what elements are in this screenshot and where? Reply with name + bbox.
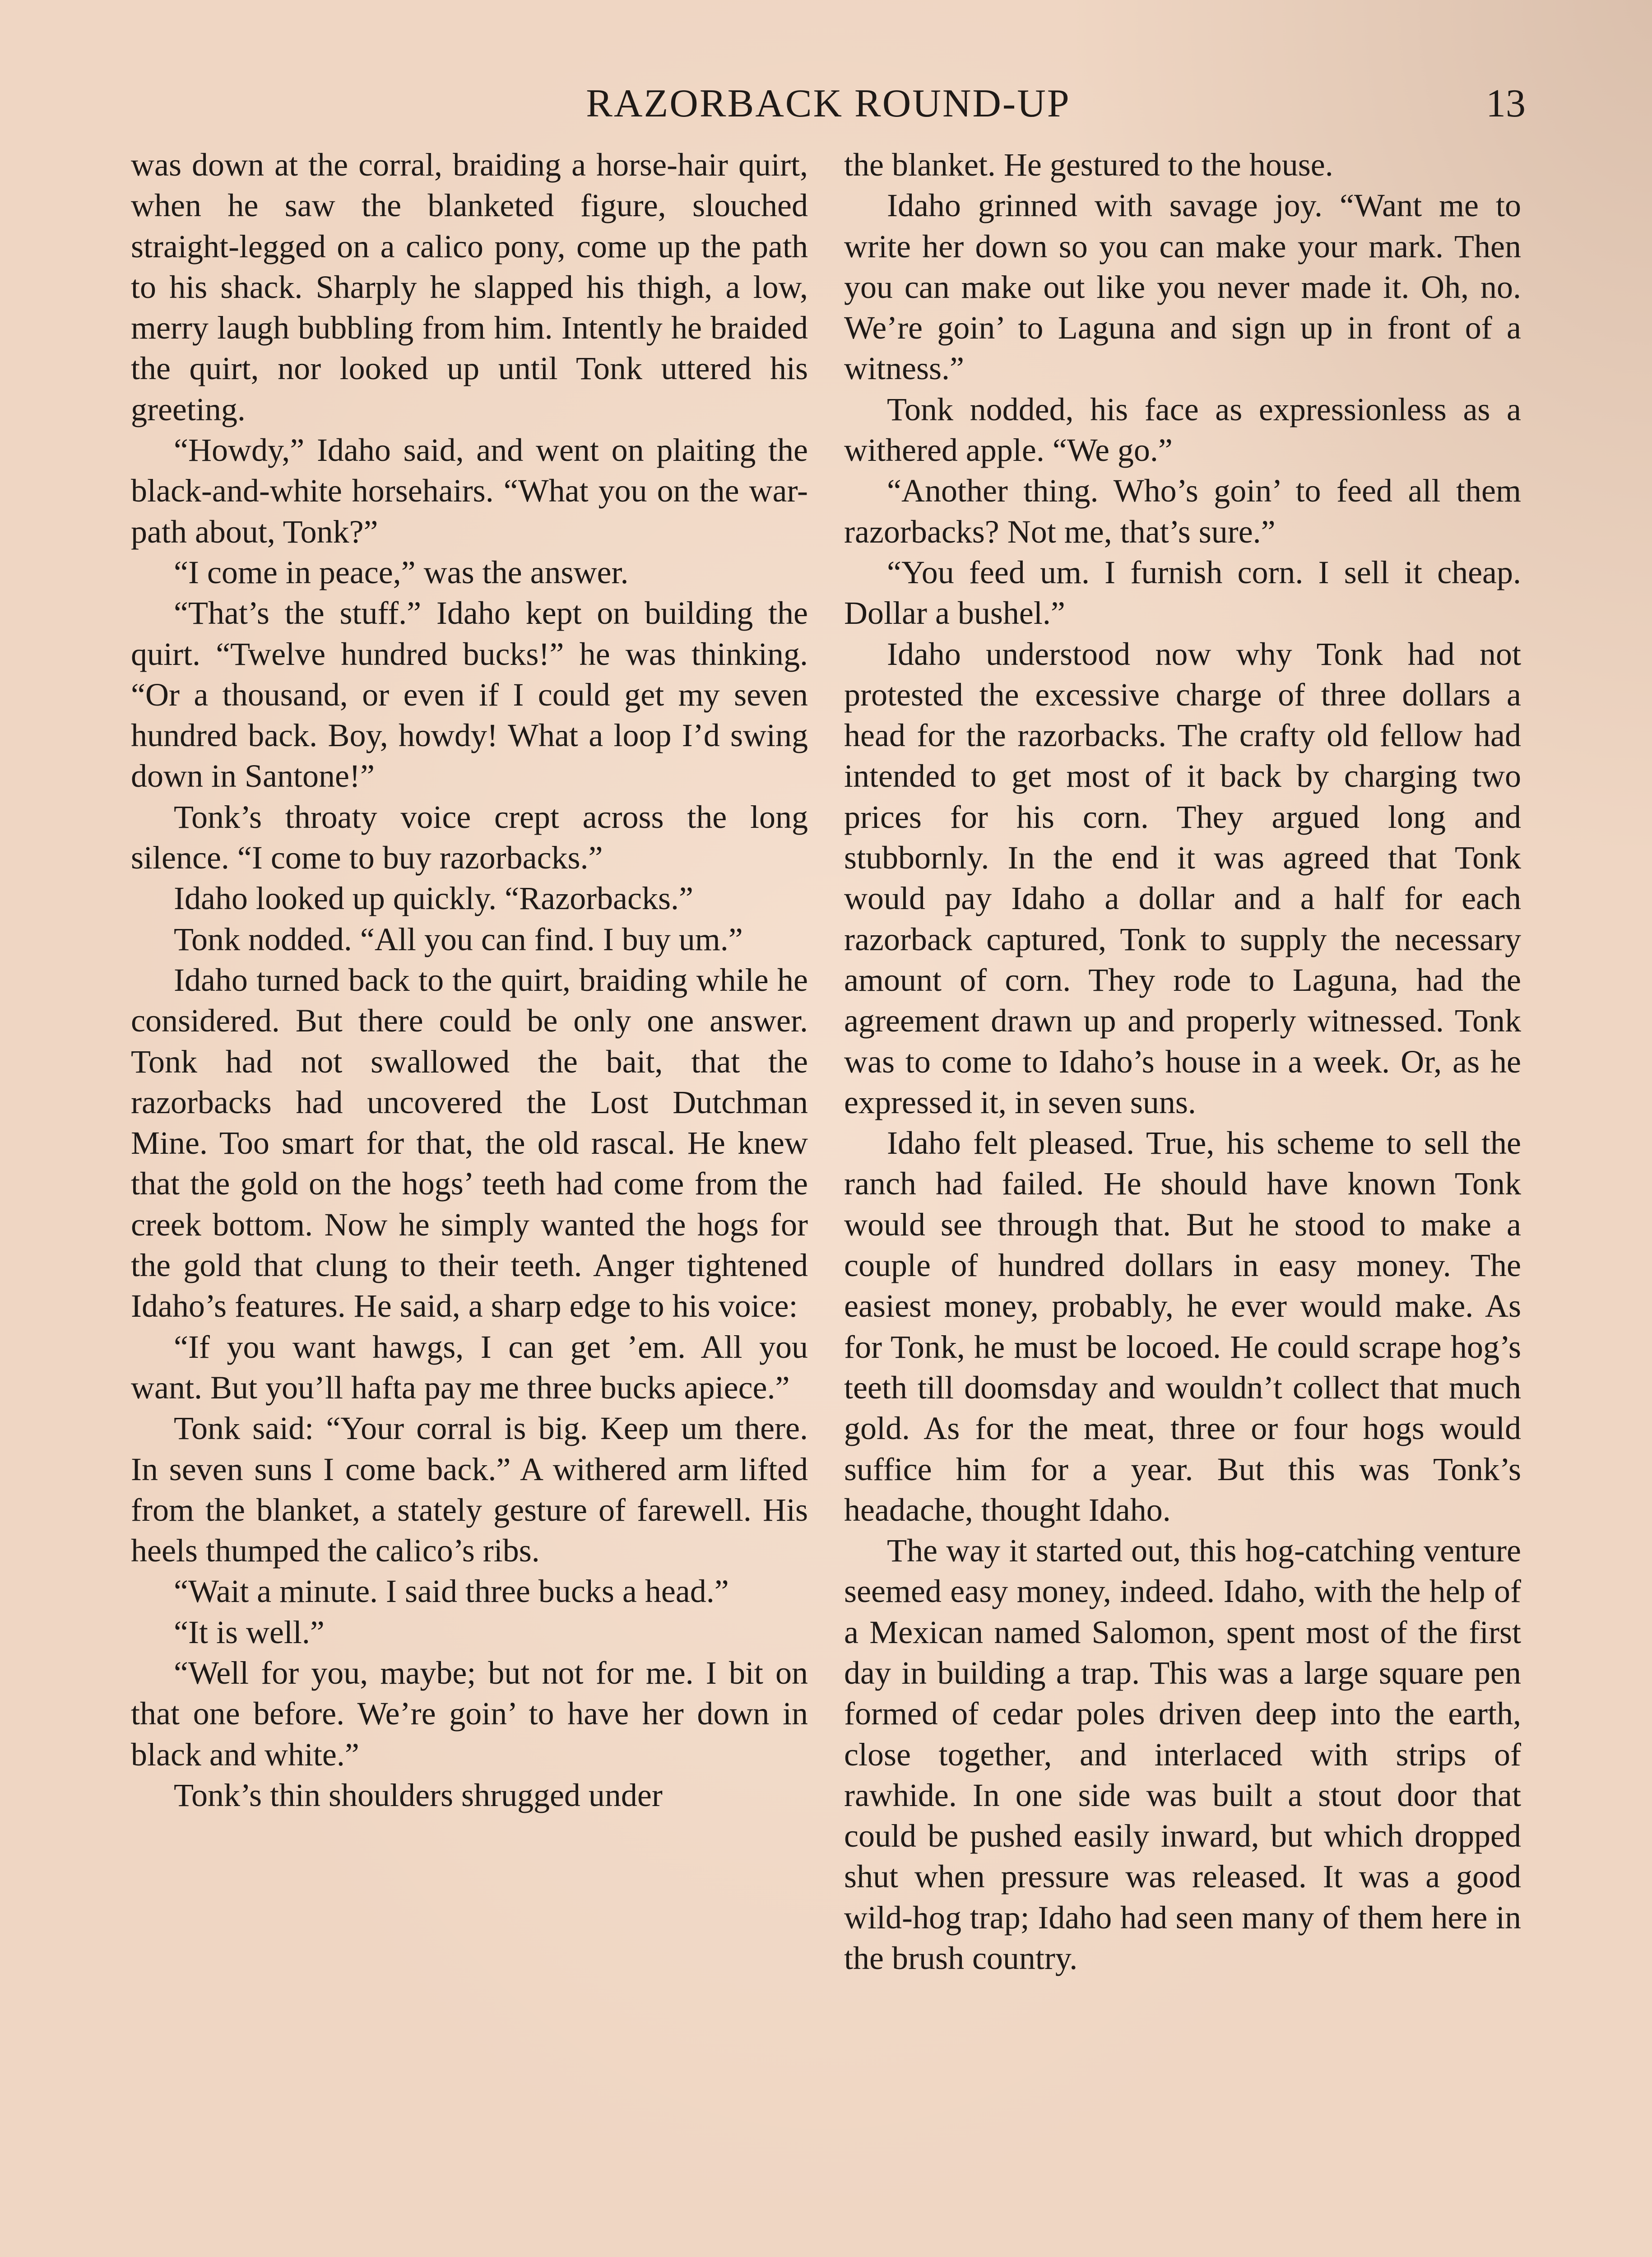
paragraph: Tonk said: “Your corral is big. Keep um there. In seven suns I come back.” A withered arm lifted from the blanket, a stately gesture of farewell. His heels thumped the calico’s ribs. [131, 1410, 808, 1569]
paragraph: “That’s the stuff.” Idaho kept on building the quirt. “Twelve hundred bucks!” he was thinking. “Or a thousand, or even if I could get my seven hundred back. Boy, howdy! What a loop I’d swing down in Santone!” [131, 595, 808, 794]
paragraph: Tonk’s throaty voice crept across the long silence. “I come to buy razorbacks.” [131, 799, 808, 876]
running-title: RAZORBACK ROUND-UP [586, 82, 1071, 125]
paragraph: Idaho looked up quickly. “Razorbacks.” [174, 880, 693, 917]
paragraph: the blanket. He gestured to the house. [844, 147, 1333, 183]
page-number: 13 [1486, 82, 1526, 125]
paragraph: “It is well.” [174, 1614, 325, 1650]
paragraph: Idaho turned back to the quirt, braiding while he considered. But there could be only one answer. Tonk had not swallowed the bait, that the razorbacks had uncovered the Lost Dutchman Mine. Too smart for that, the old rascal. He knew that the gold on the hogs’ teeth had come from the creek bottom. Now he simply wanted the hogs for the gold that clung to their teeth. Anger tightened Idaho’s features. He said, a sharp edge to his voice: [131, 961, 808, 1324]
paragraph: Idaho grinned with savage joy. “Want me to write her down so you can make your mark. Then you can make out like you never made it. Oh, no. We’re goin’ to Laguna and sign up in front of a witness.” [844, 187, 1521, 387]
paragraph: “If you want hawgs, I can get ’em. All you want. But you’ll hafta pay me three bucks apiece.” [131, 1328, 808, 1406]
left-column [131, 144, 808, 1816]
paragraph: Tonk nodded. “All you can find. I buy um.” [174, 921, 743, 957]
paragraph: “Wait a minute. I said three bucks a head.” [174, 1573, 729, 1610]
paragraph: was down at the corral, braiding a horse-hair quirt, when he saw the blanketed figure, slouched straight-legged on a calico pony, come up the path to his shack. Sharply he slapped his thigh, a low, merry laugh bubbling from him. Intently he braided the quirt, nor looked up until Tonk uttered his greeting. [131, 147, 808, 427]
paragraph: Tonk nodded, his face as expressionless as a withered apple. “We go.” [844, 391, 1521, 469]
page-header [0, 77, 1652, 140]
paragraph: “Howdy,” Idaho said, and went on plaiting the black-and-white horsehairs. “What you on the war-path about, Tonk?” [131, 432, 808, 550]
paragraph: Idaho felt pleased. True, his scheme to sell the ranch had failed. He should have known Tonk would see through that. But he stood to make a couple of hundred dollars in easy money. The easiest money, probably, he ever would make. As for Tonk, he must be locoed. He could scrape hog’s teeth till doomsday and wouldn’t collect that much gold. As for the meat, three or four hogs would suffice him for a year. But this was Tonk’s headache, thought Idaho. [844, 1125, 1521, 1528]
paragraph: Idaho understood now why Tonk had not protested the excessive charge of three dollars a head for the razorbacks. The crafty old fellow had intended to get most of it back by charging two prices for his corn. They argued long and stubbornly. In the end it was agreed that Tonk would pay Idaho a dollar and a half for each razorback captured, Tonk to supply the necessary amount of corn. They rode to Laguna, had the agreement drawn up and properly witnessed. Tonk was to come to Idaho’s house in a week. Or, as he expressed it, in seven suns. [844, 636, 1521, 1120]
paragraph: “I come in peace,” was the answer. [174, 554, 629, 590]
paragraph: “You feed um. I furnish corn. I sell it cheap. Dollar a bushel.” [844, 554, 1521, 632]
paragraph: “Well for you, maybe; but not for me. I bit on that one before. We’re goin’ to have her down in black and white.” [131, 1654, 808, 1773]
paragraph: “Another thing. Who’s goin’ to feed all them razorbacks? Not me, that’s sure.” [844, 473, 1521, 550]
paragraph: Tonk’s thin shoulders shrugged under [174, 1777, 663, 1813]
right-column [844, 144, 1521, 1978]
paragraph: The way it started out, this hog-catching venture seemed easy money, indeed. Idaho, with the help of a Mexican named Salomon, spent most of the first day in building a trap. This was a large square pen formed of cedar poles driven deep into the earth, close together, and interlaced with strips of rawhide. In one side was built a stout door that could be pushed easily inward, but which dropped shut when pressure was released. It was a good wild-hog trap; Idaho had seen many of them here in the brush country. [844, 1533, 1521, 1977]
